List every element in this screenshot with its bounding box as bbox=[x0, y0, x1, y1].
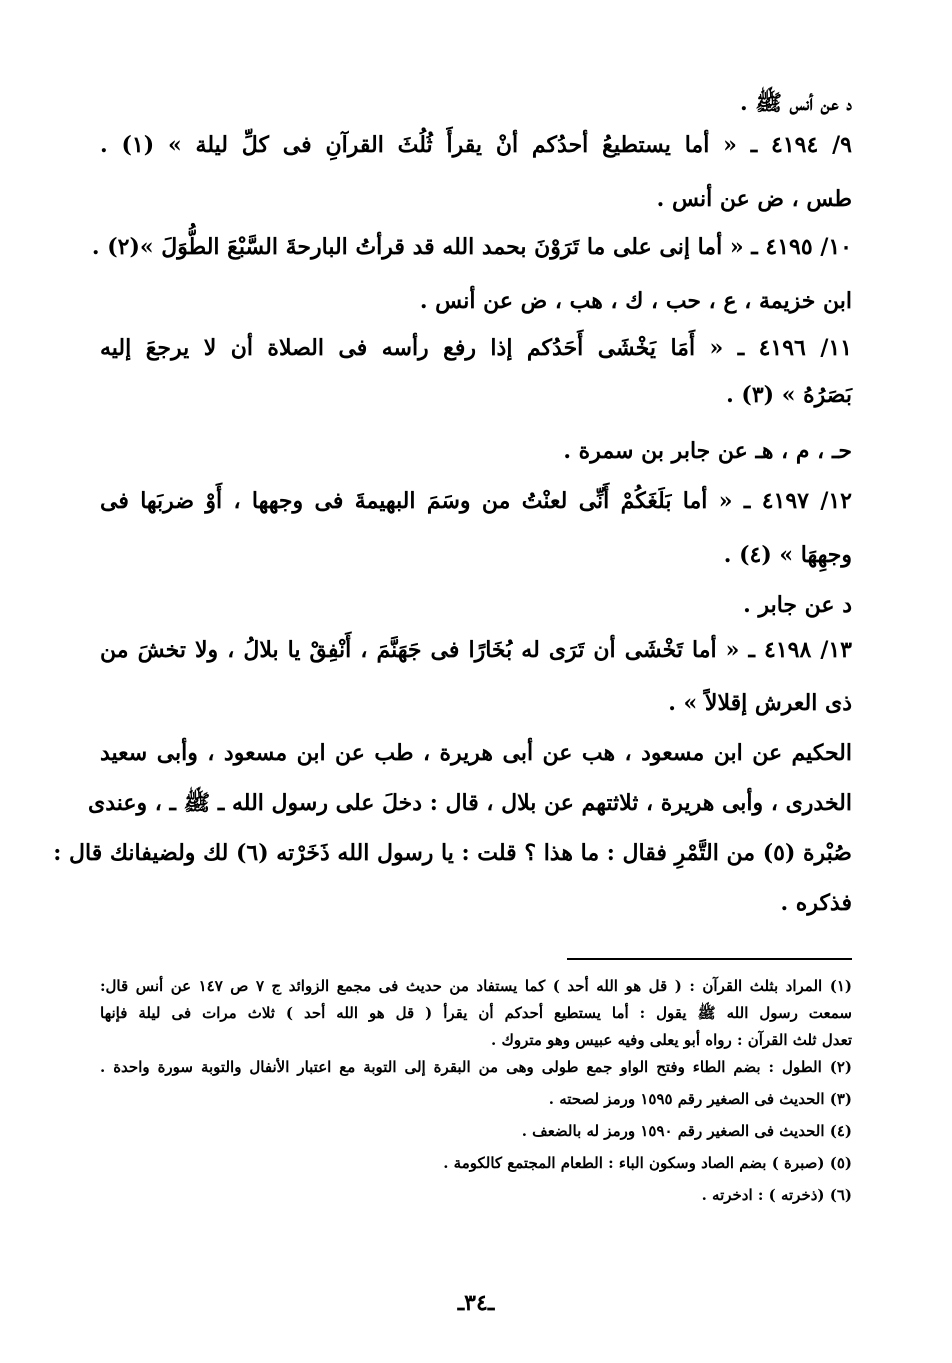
hadith-4194: ٩/ ٤١٩٤ ـ « أما يستطيعُ أحدُكم أنْ يقرأَ ثُلُثَ القرآنِ فى كلِّ ليلة » (١) . bbox=[100, 132, 852, 158]
text-line-14: الحكيم عن ابن مسعود ، هب عن أبى هريرة ، طب عن ابن مسعود ، وأبى سعيد bbox=[100, 740, 852, 766]
hadith-4197: ١٢/ ٤١٩٧ ـ « أما بَلَغَكُمْ أَنِّى لعنْتُ من وسَمَ البهيمةَ فى وجهها ، أَوْ ضربَها فى bbox=[100, 488, 852, 514]
footnote-separator bbox=[567, 958, 852, 960]
footnote-4: (٤) الحديث فى الصغير رقم ١٥٩٠ ورمز له بالضعف . bbox=[521, 1122, 852, 1140]
text-line-11: د عن جابر . bbox=[743, 592, 852, 618]
text-line-10: وجهِهَا » (٤) . bbox=[723, 542, 852, 568]
text-line-5: ابن خزيمة ، ع ، حب ، ك ، هب ، ض عن أنس . bbox=[419, 288, 852, 314]
text-line-15: الخدرى ، وأبى هريرة ، ثلاثتهم عن بلال ، قال : دخلَ على رسول الله ـ ﷺ ـ ، وعندى bbox=[87, 790, 852, 816]
text-line-7: بَصَرُهُ » (٣) . bbox=[726, 382, 852, 408]
text-line-1: د عن أنس ﷺ . bbox=[740, 90, 852, 116]
hadith-4196: ١١/ ٤١٩٦ ـ « أَمَا يَخْشَى أَحَدُكم إذا رفع رأسه فى الصلاة أن لا يرجعَ إليه bbox=[100, 335, 852, 361]
text-line-8: حـ ، م ، هـ عن جابر بن سمرة . bbox=[563, 438, 852, 464]
footnote-1-line-3: تعدل ثلث القرآن : رواه أبو يعلى وفيه عبيس وهو متروك . bbox=[491, 1031, 852, 1049]
text-line-16: صُبْرة (٥) من التَّمْرِ فقال : ما هذا ؟ قلت : يا رسول الله ذَخَرْته (٦) لك ولضيفانك قال : bbox=[53, 840, 852, 866]
footnote-1-line-1: (١) المراد بثلث القرآن : ( قل هو الله أحد ) كما يستفاد من حديث فى مجمع الزوائد ج ٧ ص ١٤٧ عن أنس قال: bbox=[100, 977, 852, 995]
footnote-6: (٦) (ذخرته ) : ادخرته . bbox=[701, 1186, 852, 1204]
footnote-1-line-2: سمعت رسول الله ﷺ يقول : أما يستطيع أحدكم أن يقرأ ( قل هو الله أحد ) ثلاث مرات فى ليلة فإنها bbox=[100, 1004, 852, 1022]
footnote-3: (٣) الحديث فى الصغير رقم ١٥٩٥ ورمز لصحته . bbox=[548, 1090, 852, 1108]
footnote-5: (٥) (صبرة ) بضم الصاد وسكون الباء : الطعام المجتمع كالكومة . bbox=[443, 1154, 852, 1172]
hadith-4195: ١٠/ ٤١٩٥ ـ « أما إنى على ما تَرَوْنَ بحمد الله قد قرأتُ البارحةَ السَّبْعَ الطُّوَلَ »(٢) . bbox=[91, 234, 852, 260]
text-line-3: طس ، ض عن أنس . bbox=[656, 186, 852, 212]
text-line-17: فذكره . bbox=[780, 890, 852, 916]
text-line-13: ذى العرش إقلالاً » . bbox=[668, 690, 852, 716]
hadith-4198: ١٣/ ٤١٩٨ ـ « أما تَخْشَى أن تَرَى له بُخَارًا فى جَهَنَّمَ ، أَنْفِقْ يا بلالُ ، ولا تخشَ من bbox=[100, 637, 852, 663]
page-number: ـ٣٤ـ bbox=[457, 1290, 495, 1316]
footnote-2: (٢) الطول : بضم الطاء وفتح الواو جمع طولى وهى من البقرة إلى التوبة مع اعتبار الأنفال والتوبة سورة واحدة . bbox=[100, 1058, 852, 1076]
